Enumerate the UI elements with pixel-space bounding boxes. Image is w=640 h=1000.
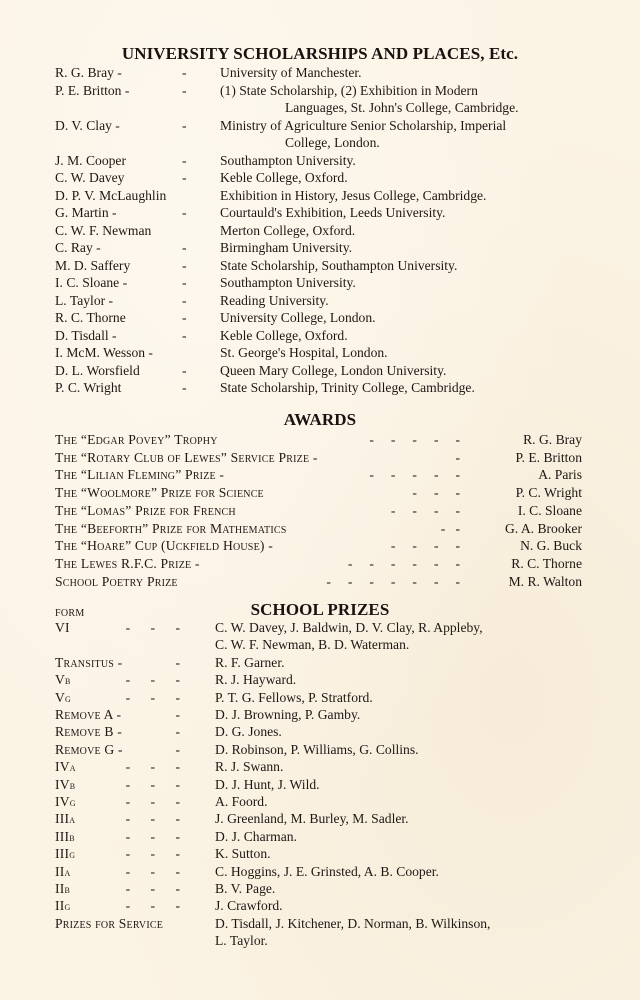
form-column-label: FORM [55, 608, 85, 619]
leader-dashes: - - - [125, 759, 180, 775]
prize-winners: J. Greenland, M. Burley, M. Sadler. [215, 811, 409, 827]
prize-row [0, 828, 640, 846]
student-name: P. E. Britton - [55, 82, 130, 98]
leader-dashes: - - - [125, 863, 180, 879]
prize-winners: B. V. Page. [215, 881, 276, 896]
prize-winners: A. Foord. [215, 794, 268, 809]
form-main: IV [55, 794, 70, 809]
leader-dashes: - - - [125, 620, 180, 635]
prize-winners: R. J. Hayward. [215, 672, 297, 688]
student-name: R. G. Bray - [55, 65, 122, 80]
leader-dash: - [182, 275, 187, 290]
scholarship-place: Queen Mary College, London University. [220, 362, 447, 378]
student-name: D. V. Clay - [55, 117, 120, 133]
form-main: Prizes for Service [55, 915, 164, 931]
form-main: Transitus - [55, 654, 123, 670]
award-row [0, 537, 640, 555]
prize-winners-continued: C. W. F. Newman, B. D. Waterman. [215, 637, 410, 653]
form-name [55, 758, 76, 777]
scholarship-place: Keble College, Oxford. [220, 327, 348, 343]
leader-dashes: - - - - - [369, 432, 460, 447]
award-winner: G. A. Brooker [504, 520, 582, 536]
award-row [0, 520, 640, 538]
student-name: G. Martin - [55, 205, 117, 220]
scholarship-row [0, 117, 640, 135]
scholarship-row-continued [0, 99, 640, 117]
student-name: P. C. Wright [55, 380, 122, 395]
form-name [55, 689, 71, 708]
scholarship-place: University of Manchester. [220, 65, 362, 80]
leader-dashes: - - - - - - [347, 555, 460, 571]
university-heading: UNIVERSITY SCHOLARSHIPS AND PLACES, Etc. [121, 44, 519, 63]
scholarship-row [0, 187, 640, 205]
scholarship-place: Exhibition in History, Jesus College, Cambridge. [220, 187, 487, 203]
form-main: II [55, 898, 65, 914]
leader-dash: - [182, 310, 187, 325]
scholarship-place: Keble College, Oxford. [220, 170, 348, 185]
leader-dashes: - - - - - - - [326, 573, 460, 589]
form-main: III [55, 846, 70, 862]
form-name [55, 880, 70, 899]
prize-winners: C. Hoggins, J. E. Grinsted, A. B. Cooper. [215, 863, 439, 879]
form-stream: a [64, 864, 71, 879]
scholarship-row [0, 327, 640, 345]
award-row [0, 466, 640, 484]
scholarship-place-continued: College, London. [285, 135, 380, 150]
scholarship-row [0, 82, 640, 100]
scholarship-place: State Scholarship, Southampton University. [220, 257, 458, 273]
scholarship-place: Southampton University. [220, 152, 356, 168]
scholarship-place: State Scholarship, Trinity College, Cambridge. [220, 380, 475, 395]
leader-dash: - [182, 82, 187, 98]
form-stream: a [69, 812, 76, 827]
award-row [0, 573, 640, 591]
prize-winners: D. Robinson, P. Williams, G. Collins. [215, 741, 419, 757]
scholarship-row [0, 204, 640, 222]
scholarship-row [0, 344, 640, 362]
prize-row [0, 741, 640, 759]
prize-row [0, 654, 640, 672]
leader-dashes: - - - [125, 794, 180, 809]
leader-dashes: - [175, 654, 180, 670]
prize-row [0, 671, 640, 689]
award-name: The “Beeforth” Prize for Mathematics [55, 520, 287, 536]
student-name: I. McM. Wesson - [55, 345, 153, 360]
form-main: Remove A - [55, 707, 122, 722]
scholarship-place: Merton College, Oxford. [220, 222, 356, 238]
student-name: L. Taylor - [55, 292, 114, 308]
award-row [0, 431, 640, 449]
scholarship-row [0, 292, 640, 310]
leader-dashes: - - - - [390, 502, 460, 518]
leader-dashes: - - - [125, 828, 180, 844]
scholarship-place: Courtauld's Exhibition, Leeds University. [220, 205, 446, 220]
leader-dash: - [182, 65, 187, 80]
leader-dashes: - - - [125, 846, 180, 862]
prize-row [0, 689, 640, 707]
form-main: III [55, 811, 70, 827]
form-stream: g [69, 795, 76, 809]
award-row [0, 449, 640, 467]
award-name: The “Hoare” Cup (Uckfield House) - [55, 538, 273, 554]
award-winner: R. C. Thorne [511, 555, 582, 571]
form-main: Remove B - [55, 724, 123, 740]
scholarship-row [0, 239, 640, 257]
prize-row [0, 776, 640, 794]
prize-row-continued [0, 932, 640, 950]
form-name [55, 915, 163, 933]
form-main: II [55, 881, 65, 896]
form-main: V [55, 689, 66, 705]
award-row [0, 502, 640, 520]
award-row [0, 484, 640, 502]
scholarship-row [0, 64, 640, 82]
prize-row [0, 706, 640, 724]
leader-dashes: - [175, 707, 180, 722]
form-main: III [55, 828, 70, 844]
form-stream: b [65, 673, 71, 688]
form-stream: b [69, 777, 76, 792]
form-name [55, 845, 75, 864]
scholarship-row [0, 222, 640, 240]
form-main: V [55, 672, 66, 688]
scholarship-place: Birmingham University. [220, 240, 353, 255]
scholarship-row-continued [0, 134, 640, 152]
prize-winners-continued: L. Taylor. [215, 933, 268, 949]
scholarship-row [0, 152, 640, 170]
award-row [0, 555, 640, 573]
award-winner: P. C. Wright [515, 485, 582, 501]
award-winner: R. G. Bray [523, 432, 582, 447]
form-name [55, 776, 75, 795]
leader-dashes: - - - [125, 898, 180, 914]
prize-winners: P. T. G. Fellows, P. Stratford. [215, 689, 373, 705]
leader-dash: - [182, 117, 187, 133]
award-name: The “Lilian Fleming” Prize - [55, 467, 225, 483]
leader-dash: - [182, 292, 187, 308]
scholarship-place: University College, London. [220, 310, 376, 325]
prize-row [0, 880, 640, 898]
scholarship-row [0, 362, 640, 380]
student-name: C. W. F. Newman [55, 222, 152, 238]
prize-winners: D. G. Jones. [215, 724, 282, 740]
form-name [55, 863, 70, 882]
student-name: C. Ray - [55, 240, 101, 255]
award-winner: N. G. Buck [520, 538, 582, 554]
award-winner: P. E. Britton [515, 449, 582, 465]
form-name [55, 828, 75, 847]
leader-dashes: - - - [125, 776, 180, 792]
form-stream: g [69, 847, 76, 862]
scholarship-place: (1) State Scholarship, (2) Exhibition in Modern [220, 82, 478, 98]
prize-row-continued [0, 636, 640, 654]
leader-dashes: - [175, 724, 180, 740]
scholarship-place-continued: Languages, St. John's College, Cambridge. [285, 100, 519, 115]
leader-dash: - [182, 205, 187, 220]
student-name: D. L. Worsfield [55, 362, 140, 378]
prize-row [0, 758, 640, 776]
form-main: IV [55, 759, 70, 775]
scholarship-place: St. George's Hospital, London. [220, 345, 388, 360]
leader-dash: - [182, 170, 187, 185]
leader-dash: - [182, 327, 187, 343]
leader-dashes: - - - - [390, 538, 460, 554]
prize-row [0, 863, 640, 881]
student-name: D. Tisdall - [55, 327, 117, 343]
leader-dash: - [182, 152, 187, 168]
leader-dashes: - - - [412, 485, 460, 501]
form-name [55, 671, 71, 690]
prize-row [0, 619, 640, 637]
form-stream: a [69, 760, 76, 775]
award-name: The “Rotary Club of Lewes” Service Prize - [55, 449, 318, 465]
scholarship-place: Southampton University. [220, 275, 356, 290]
prize-winners: C. W. Davey, J. Baldwin, D. V. Clay, R. Appleby, [215, 620, 483, 635]
student-name: C. W. Davey [55, 170, 125, 185]
leader-dashes: - [175, 741, 180, 757]
prize-winners: K. Sutton. [215, 846, 271, 862]
leader-dash: - [182, 362, 187, 378]
student-name: D. P. V. McLaughlin [55, 187, 167, 203]
form-name [55, 897, 70, 916]
form-stream: b [64, 882, 71, 896]
award-winner: A. Paris [538, 467, 582, 483]
leader-dashes: - - [440, 520, 460, 536]
prize-winners: D. J. Browning, P. Gamby. [215, 707, 361, 722]
awards-heading: AWARDS [283, 410, 357, 429]
form-stream: b [69, 829, 75, 844]
leader-dash: - [182, 380, 187, 395]
prize-row [0, 915, 640, 933]
form-name [55, 810, 75, 829]
leader-dashes: - - - [125, 881, 180, 896]
prize-row [0, 897, 640, 915]
award-name: The “Woolmore” Prize for Science [55, 485, 264, 501]
prize-winners: R. J. Swann. [215, 759, 284, 775]
scholarship-row [0, 169, 640, 187]
form-main: IV [55, 776, 70, 792]
prize-winners: R. F. Garner. [215, 654, 285, 670]
prize-row [0, 845, 640, 863]
leader-dashes: - - - [125, 672, 180, 688]
form-name [55, 793, 76, 812]
scholarship-row [0, 309, 640, 327]
award-winner: M. R. Walton [508, 573, 582, 589]
form-stream: g [65, 690, 72, 705]
leader-dash: - [182, 240, 187, 255]
award-name: The Lewes R.F.C. Prize - [55, 555, 200, 571]
student-name: I. C. Sloane - [55, 275, 128, 290]
prize-row [0, 793, 640, 811]
form-stream: g [64, 899, 71, 914]
award-winner: I. C. Sloane [517, 502, 582, 518]
scholarship-row [0, 257, 640, 275]
form-main: Remove G - [55, 741, 123, 757]
leader-dashes: - [455, 449, 460, 465]
student-name: M. D. Saffery [55, 257, 131, 273]
leader-dash: - [182, 257, 187, 273]
scholarship-row [0, 274, 640, 292]
award-name: School Poetry Prize [55, 573, 178, 589]
prize-row [0, 810, 640, 828]
form-main: VI [55, 620, 70, 635]
school-prizes-heading: SCHOOL PRIZES [250, 600, 390, 619]
prize-row [0, 723, 640, 741]
leader-dashes: - - - [125, 811, 180, 827]
scholarship-place: Ministry of Agriculture Senior Scholarship, Imperial [220, 117, 507, 133]
award-name: The “Lomas” Prize for French [55, 502, 236, 518]
leader-dashes: - - - - - [369, 467, 460, 483]
prize-winners: D. Tisdall, J. Kitchener, D. Norman, B. Wilkinson, [215, 915, 491, 931]
student-name: R. C. Thorne [55, 310, 126, 325]
prize-winners: D. J. Hunt, J. Wild. [215, 776, 320, 792]
prize-winners: J. Crawford. [215, 898, 283, 914]
award-name: The “Edgar Povey” Trophy [55, 432, 218, 447]
scholarship-row [0, 379, 640, 397]
prize-winners: D. J. Charman. [215, 828, 297, 844]
leader-dashes: - - - [125, 689, 180, 705]
student-name: J. M. Cooper [55, 152, 126, 168]
form-name [55, 619, 70, 637]
form-main: II [55, 863, 65, 879]
scholarship-place: Reading University. [220, 292, 329, 308]
